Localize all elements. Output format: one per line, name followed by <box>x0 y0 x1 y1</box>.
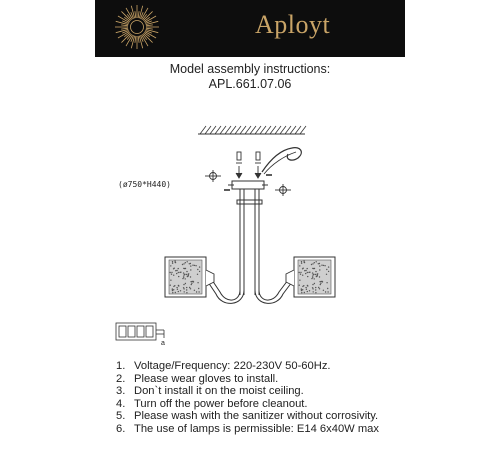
instruction-item: 5. Please wash with the sanitizer without corrosivity. <box>116 410 379 423</box>
instruction-item: 4. Turn off the power before cleanout. <box>116 397 308 410</box>
lampshade-right <box>286 257 335 297</box>
brand-name: Aployt <box>255 10 331 39</box>
dimensions-label: (ø750*H440) <box>118 180 171 189</box>
instruction-item: 6. The use of lamps is permissible: E14 6x40W max <box>116 422 379 435</box>
rotate-arrow-right-icon <box>275 184 291 196</box>
ceiling-hatch <box>200 126 306 134</box>
central-rod <box>237 189 262 295</box>
instruction-item: 2. Please wear gloves to install. <box>116 372 279 385</box>
arm-right <box>259 280 288 300</box>
power-wire <box>262 148 301 172</box>
mounting-screws-icon <box>236 152 261 178</box>
instructions-list <box>116 360 379 436</box>
rotate-arrow-left-icon <box>205 170 221 182</box>
instruction-item: 3. Don`t install it on the moist ceiling. <box>116 385 304 398</box>
terminal-label: a <box>161 340 165 347</box>
canopy <box>232 181 264 189</box>
instruction-item: 1. Voltage/Frequency: 220-230V 50-60Hz. <box>116 360 331 372</box>
terminal-block-icon <box>116 323 164 340</box>
arm-left <box>212 280 240 300</box>
model-number: APL.661.07.06 <box>208 77 292 91</box>
page-title: Model assembly instructions: <box>169 62 331 76</box>
lampshade-left <box>165 257 214 297</box>
